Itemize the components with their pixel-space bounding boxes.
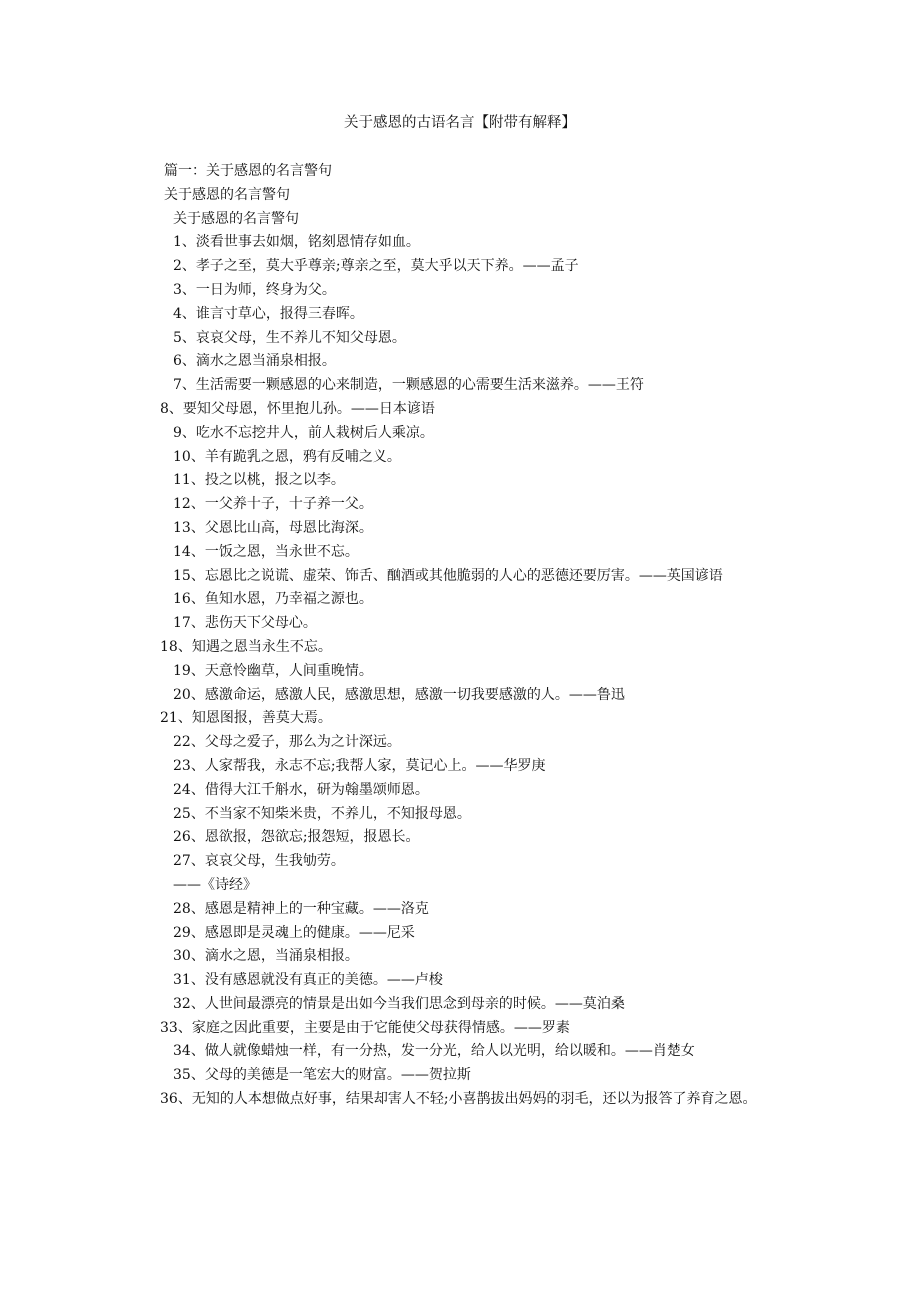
quote-line: 5、哀哀父母，生不养儿不知父母恩。 [173, 329, 406, 346]
quote-line: 35、父母的美德是一笔宏大的财富。——贺拉斯 [173, 1067, 471, 1084]
quote-line: 15、忘恩比之说谎、虚荣、饰舌、酗酒或其他脆弱的人心的恶德还要厉害。——英国谚语 [173, 567, 723, 584]
quote-line: 23、人家帮我，永志不忘;我帮人家，莫记心上。——华罗庚 [173, 757, 546, 774]
subheading: 关于感恩的名言警句 [173, 210, 299, 227]
quote-line: 30、滴水之恩，当涌泉相报。 [173, 948, 359, 965]
section-heading: 篇一：关于感恩的名言警句 [164, 163, 332, 179]
subheading: 关于感恩的名言警句 [164, 186, 290, 203]
quote-line: 24、借得大江千斛水，研为翰墨颂师恩。 [173, 781, 429, 798]
quote-line: 17、悲伤天下父母心。 [173, 615, 317, 632]
document-title: 关于感恩的古语名言【附带有解释】 [344, 115, 576, 131]
quote-line: 3、一日为师，终身为父。 [173, 281, 336, 298]
quote-line: 36、无知的人本想做点好事，结果却害人不轻;小喜鹊拔出妈妈的羽毛，还以为报答了养育之恩。 [160, 1091, 757, 1108]
quote-line: 10、羊有跪乳之恩，鸦有反哺之义。 [173, 448, 401, 465]
quote-line: 7、生活需要一颗感恩的心来制造，一颗感恩的心需要生活来滋养。——王符 [173, 377, 644, 394]
quote-line: 1、淡看世事去如烟，铭刻恩情存如血。 [173, 234, 420, 251]
quote-line: 25、不当家不知柴米贵，不养儿，不知报母恩。 [173, 805, 471, 822]
quote-line: 34、做人就像蜡烛一样，有一分热，发一分光，给人以光明，给以暖和。——肖楚女 [173, 1043, 695, 1060]
quote-line: 16、鱼知水恩，乃幸福之源也。 [173, 591, 373, 608]
quote-line: 31、没有感恩就没有真正的美德。——卢梭 [173, 972, 443, 989]
quote-line: 12、一父养十子，十子养一父。 [173, 496, 373, 513]
quote-line: 26、恩欲报，怨欲忘;报怨短，报恩长。 [173, 829, 420, 846]
quote-line: 11、投之以桃，报之以李。 [173, 472, 345, 489]
quote-line: 27、哀哀父母，生我劬劳。 [173, 853, 345, 870]
quote-line: 8、要知父母恩，怀里抱儿孙。——日本谚语 [160, 400, 435, 417]
quote-line: 4、谁言寸草心，报得三春晖。 [173, 305, 364, 322]
quote-attribution: ——《诗经》 [173, 876, 257, 893]
quote-line: 19、天意怜幽草，人间重晚情。 [173, 662, 373, 679]
quote-line: 20、感激命运，感激人民，感激思想，感激一切我要感激的人。——鲁迅 [173, 686, 625, 703]
quote-line: 28、感恩是精神上的一种宝藏。——洛克 [173, 900, 429, 917]
quote-line: 33、家庭之因此重要，主要是由于它能使父母获得情感。——罗素 [160, 1019, 570, 1036]
document-body [140, 160, 780, 1112]
quote-line: 29、感恩即是灵魂上的健康。——尼采 [173, 924, 415, 941]
quote-line: 32、人世间最漂亮的情景是出如今当我们思念到母亲的时候。——莫泊桑 [173, 995, 625, 1012]
quote-line: 13、父恩比山高，母恩比海深。 [173, 519, 373, 536]
quote-line: 6、滴水之恩当涌泉相报。 [173, 353, 336, 370]
quote-line: 9、吃水不忘挖井人，前人栽树后人乘凉。 [173, 424, 434, 441]
quote-line: 14、一饭之恩，当永世不忘。 [173, 543, 359, 560]
quote-line: 21、知恩图报，善莫大焉。 [160, 710, 332, 727]
quote-line: 18、知遇之恩当永生不忘。 [160, 638, 332, 655]
quote-line: 2、孝子之至，莫大乎尊亲;尊亲之至，莫大乎以天下养。——孟子 [173, 258, 579, 275]
quote-line: 22、父母之爱子，那么为之计深远。 [173, 734, 401, 751]
